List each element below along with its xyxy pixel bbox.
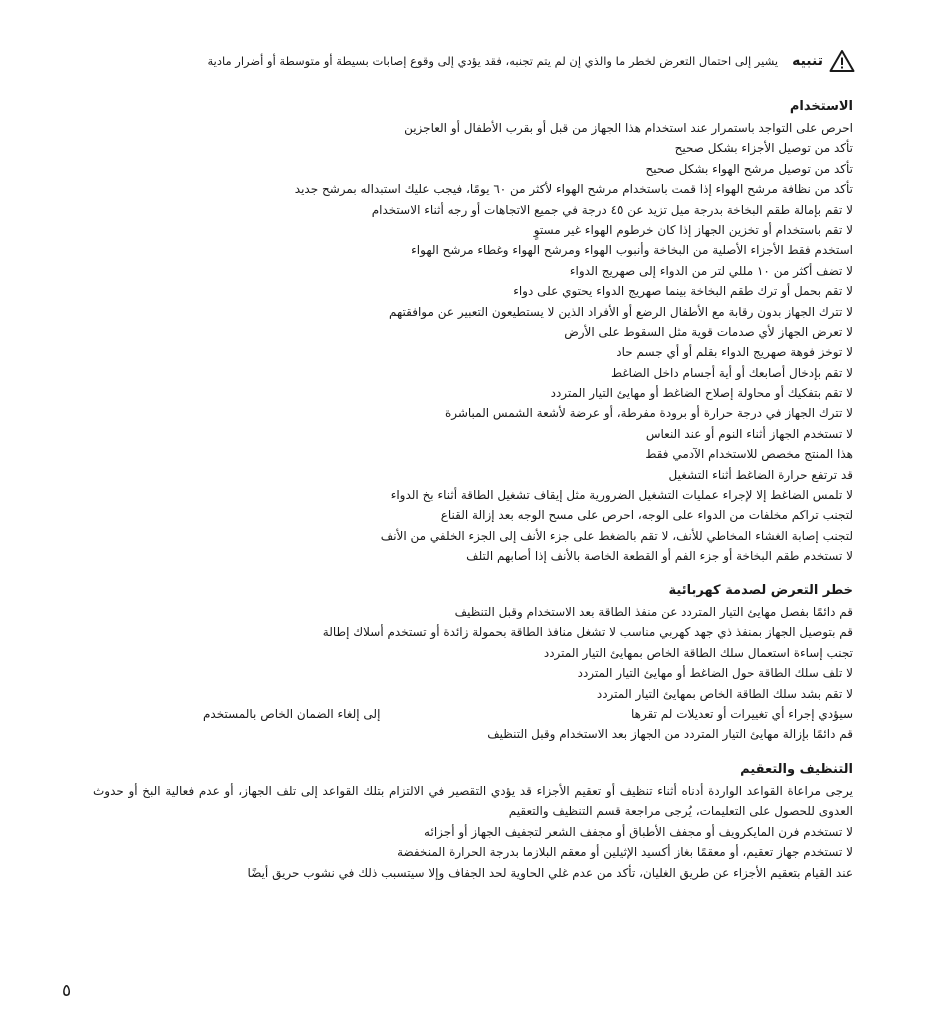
usage-item: لا تلمس الضاغط إلا لإجراء عمليات التشغيل الضرورية مثل إيقاف تشغيل الطاقة أثناء بخ الدواء [390,488,853,503]
split-left: إلى إلغاء الضمان الخاص بالمستخدم [203,706,381,721]
usage-item: تأكد من توصيل الأجزاء بشكل صحيح [674,141,853,156]
usage-item: لا تقم بحمل أو ترك طقم البخاخة بينما صهريج الدواء يحتوي على دواء [513,284,853,299]
electric-item: تجنب إساءة استعمال سلك الطاقة الخاص بمهايئ التيار المتردد [543,645,853,660]
usage-item: لا تقم باستخدام أو تخزين الجهاز إذا كان خرطوم الهواء غير مستوٍ [533,222,853,237]
caution-notice [135,48,855,74]
usage-item: لا تستخدم الجهاز أثناء النوم أو عند النعاس [645,426,853,441]
usage-item: هذا المنتج مخصص للاستخدام الآدمي فقط [645,447,853,462]
usage-item: لا توخز فوهة صهريج الدواء بقلم أو أي جسم حاد [616,345,853,360]
cleaning-section [53,759,853,883]
page-number: ٥ [62,981,72,1001]
usage-item: لا تترك الجهاز بدون رقابة مع الأطفال الرضع أو الأفراد الذين لا يستطيعون التعبير عن موافقتهم [389,304,853,319]
warning-triangle-icon [829,49,855,73]
usage-item: لا تقم بإمالة طقم البخاخة بدرجة ميل تزيد عن ٤٥ درجة في جميع الاتجاهات أو رجه أثناء الاستخدام [371,202,853,217]
usage-item: لتجنب إصابة الغشاء المخاطي للأنف، لا تقم بالضغط على جزء الأنف إلى الجزء الخلفي من الأنف [380,528,853,543]
cleaning-list [53,822,853,883]
usage-item: تأكد من نظافة مرشح الهواء إذا قمت باستخدام مرشح الهواء لأكثر من ٦٠ يومًا، فيجب عليك استبداله بمرشح جديد [294,182,853,197]
usage-item: قد ترتفع حرارة الضاغط أثناء التشغيل [668,467,853,482]
usage-item: لا تعرض الجهاز لأي صدمات قوية مثل السقوط على الأرض [564,324,853,339]
caution-label: تنبيه [792,53,823,69]
cleaning-item: لا تستخدم جهاز تعقيم، أو معقمًا بغاز أكسيد الإثيلين أو معقم البلازما بدرجة الحرارة المنخفضة [397,845,853,860]
electric-item: لا تقم بشد سلك الطاقة الخاص بمهايئ التيار المتردد [596,686,853,701]
electric-item: قم بتوصيل الجهاز بمنفذ ذي جهد كهربي مناسب لا تشغل منافذ الطاقة بحمولة زائدة أو تستخدم أسلاك إطالة [322,625,853,640]
usage-item: لا تضف أكثر من ١٠ مللي لتر من الدواء إلى صهريج الدواء [569,263,853,278]
usage-item: استخدم فقط الأجزاء الأصلية من البخاخة وأنبوب الهواء ومرشح الهواء وغطاء مرشح الهواء [411,243,853,258]
electric-item: قم دائمًا بإزالة مهايئ التيار المتردد من الجهاز بعد الاستخدام وقبل التنظيف [487,727,853,742]
usage-item: احرص على التواجد باستمرار عند استخدام هذا الجهاز من قبل أو بقرب الأطفال أو العاجزين [404,121,853,135]
cleaning-item: لا تستخدم فرن المايكرويف أو مجفف الأطباق أو مجفف الشعر لتجفيف الجهاز أو أجزائه [424,824,853,839]
cleaning-heading: التنظيف والتعقيم [740,762,853,777]
usage-item: لتجنب تراكم مخلفات من الدواء على الوجه، احرص على مسح الوجه بعد إزالة القناع [440,508,853,523]
caution-text: يشير إلى احتمال التعرض لخطر ما والذي إن لم يتم تجنبه، فقد يؤدي إلى وقوع إصابات بسيطة أو متوسطة أو أضرار مادية [207,54,779,68]
usage-heading: الاستخدام [789,99,853,114]
electric-shock-list [53,602,853,745]
cleaning-item: عند القيام بتعقيم الأجزاء عن طريق الغليان، تأكد من عدم غلي الحاوية لحد الجفاف وإلا سيتسبب ذلك في نشوب حريق أيضًا [247,865,853,880]
electric-item: قم دائمًا بفصل مهايئ التيار المتردد عن منفذ الطاقة بعد الاستخدام وقبل التنظيف [454,605,853,619]
electric-item-split [203,704,853,724]
usage-item: لا تقم بتفكيك أو محاولة إصلاح الضاغط أو مهايئ التيار المتردد [550,386,853,401]
usage-item: لا تترك الجهاز في درجة حرارة أو برودة مفرطة، أو عرضة لأشعة الشمس المباشرة [444,406,853,421]
cleaning-intro: يرجى مراعاة القواعد الواردة أدناه أثناء تنظيف أو تعقيم الأجزاء قد يؤدي التقصير في الالتزام بتلك القواعد إلى تلف الجهاز، أو عدم فعالية البخ أو حدوث العدوى للحصول على التعليمات، يُرجى مراجعة قسم التنظيف والتعقيم [93,784,853,819]
usage-section [53,96,853,567]
usage-list [53,118,853,567]
split-right: سيؤدي إجراء أي تغييرات أو تعديلات لم تقرها [630,706,853,721]
usage-item: لا تقم بإدخال أصابعك أو أية أجسام داخل الضاغط [611,365,853,380]
electric-shock-section [53,580,853,745]
electric-item: لا تلف سلك الطاقة حول الضاغط أو مهايئ التيار المتردد [577,666,853,681]
usage-item: تأكد من توصيل مرشح الهواء بشكل صحيح [645,161,853,176]
electric-shock-heading: خطر التعرض لصدمة كهربائية [668,583,853,598]
usage-item: لا تستخدم طقم البخاخة أو جزء الفم أو القطعة الخاصة بالأنف إذا أصابهم التلف [466,549,853,564]
